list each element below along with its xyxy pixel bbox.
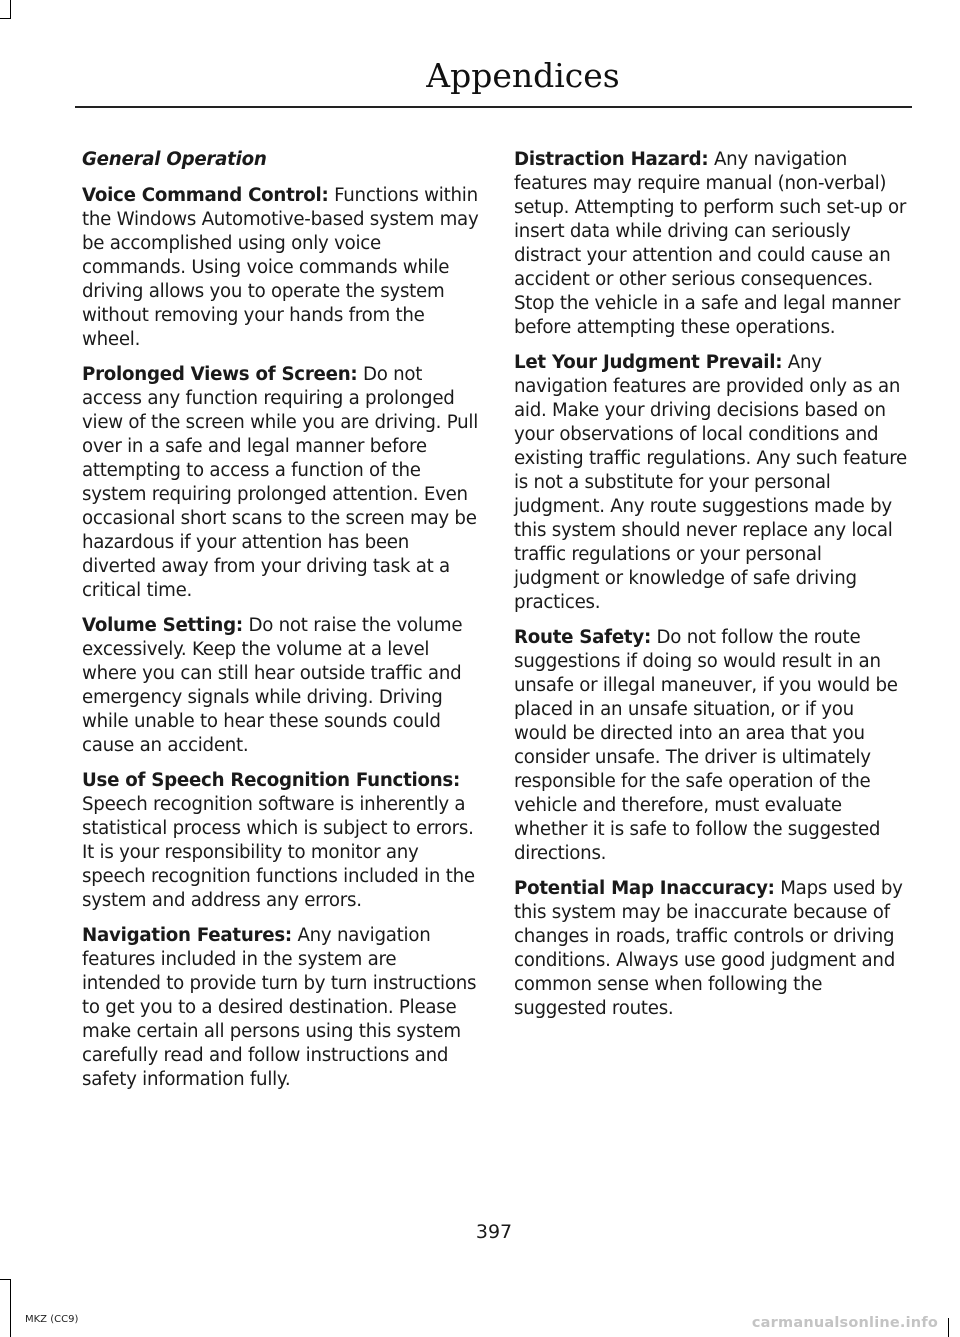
paragraph-lead: Let Your Judgment Prevail: <box>514 352 783 373</box>
paragraph-body: Any navigation features included in the system are intended to provide turn by turn instructions to get you to a desired destination. Please make certain all persons using this system carefully read and follow instructions and safety information fully. <box>82 925 477 1090</box>
crop-mark-bottom-left-vertical <box>10 1279 11 1337</box>
paragraph-navigation-features <box>82 924 480 1092</box>
paragraph-body: Any navigation features may require manual (non-verbal) setup. Attempting to perform such set-up or insert data while driving can seriously distract your attention and could cause an accident or other serious consequences. Stop the vehicle in a safe and legal manner before attempting these operations. <box>514 149 907 338</box>
paragraph-body: Functions within the Windows Automotive-based system may be accomplished using only voice commands. Using voice commands while driving allows you to operate the system without removing your hands from the wheel. <box>82 185 479 350</box>
header-divider <box>75 106 912 108</box>
paragraph-voice-command-control <box>82 184 480 352</box>
paragraph-lead: Route Safety: <box>514 627 652 648</box>
paragraph-speech-recognition <box>82 769 480 913</box>
paragraph-distraction-hazard <box>514 148 912 340</box>
right-column <box>514 148 912 1032</box>
model-code: MKZ (CC9) <box>25 1314 79 1325</box>
watermark: carmanualsonline.info <box>751 1315 938 1331</box>
paragraph-body: Do not follow the route suggestions if doing so would result in an unsafe or illegal maneuver, if you would be placed in an unsafe situation, or if you would be directed into an area that you consider unsafe. The driver is ultimately responsible for the safe operation of the vehicle and therefore, must evaluate whether it is safe to follow the suggested directions. <box>514 627 898 864</box>
paragraph-lead: Volume Setting: <box>82 615 243 636</box>
paragraph-judgment-prevail <box>514 351 912 615</box>
crop-mark-bottom-left-horizontal <box>0 1279 11 1280</box>
paragraph-body: Do not access any function requiring a prolonged view of the screen while you are driving. Pull over in a safe and legal manner before attempting to access a function of the system requiring prolonged attention. Even occasional short scans to the screen may be hazardous if your attention has been diverted away from your driving task at a critical time. <box>82 364 479 601</box>
crop-mark-top-left-horizontal <box>0 18 11 19</box>
section-subhead: General Operation <box>82 149 267 170</box>
paragraph-lead: Prolonged Views of Screen: <box>82 364 358 385</box>
paragraph-body: Maps used by this system may be inaccurate because of changes in roads, traffic controls or driving conditions. Always use good judgment and common sense when following the suggested routes. <box>514 878 903 1019</box>
paragraph-body: Speech recognition software is inherently a statistical process which is subject to errors. It is your responsibility to monitor any speech recognition functions included in the system and address any errors. <box>82 794 475 911</box>
paragraph-lead: Potential Map Inaccuracy: <box>514 878 775 899</box>
page-title: Appendices <box>426 56 620 95</box>
paragraph-lead: Voice Command Control: <box>82 185 329 206</box>
paragraph-body: Do not raise the volume excessively. Keep the volume at a level where you can still hear outside traffic and emergency signals while driving. Driving while unable to hear these sounds could cause an accident. <box>82 615 463 756</box>
left-column <box>82 148 480 1103</box>
paragraph-volume-setting <box>82 614 480 758</box>
crop-mark-top-left-vertical <box>10 0 11 18</box>
paragraph-prolonged-views <box>82 363 480 603</box>
paragraph-lead: Use of Speech Recognition Functions: <box>82 770 461 791</box>
paragraph-lead: Navigation Features: <box>82 925 292 946</box>
paragraph-body: Any navigation features are provided only as an aid. Make your driving decisions based on your observations of local conditions and existing traffic regulations. Any such feature is not a substitute for your personal judgment. Any route suggestions made by this system should never replace any local traffic regulations or your personal judgment or knowledge of safe driving practices. <box>514 352 907 613</box>
paragraph-route-safety <box>514 626 912 866</box>
paragraph-lead: Distraction Hazard: <box>514 149 709 170</box>
crop-mark-bottom-right-vertical <box>948 1318 949 1337</box>
paragraph-map-inaccuracy <box>514 877 912 1021</box>
page-number: 397 <box>475 1221 513 1243</box>
